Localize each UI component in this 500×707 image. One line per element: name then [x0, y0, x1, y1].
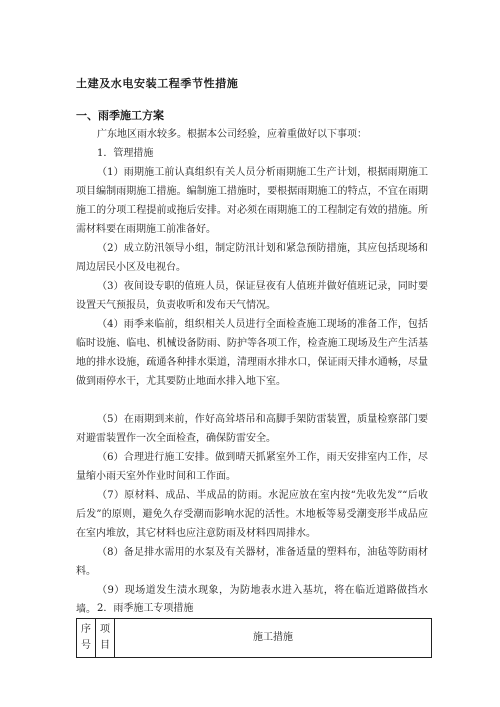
subsection-heading-special-measures: 2．雨季施工专项措施: [97, 603, 194, 614]
paragraph-item-6: （6）合理进行施工安排。做到晴天抓紧室外工作，雨天安排室内工作，尽量缩小雨天室外作业时间和工作面。: [76, 452, 428, 482]
intro-paragraph: 广东地区雨水较多。根据本公司经验，应着重做好以下事项：: [97, 129, 367, 140]
table-header-item: 项目: [96, 619, 115, 658]
paragraph-item-7: （7）原材料、成品、半成品的防雨。水泥应放在室内按“先收先发”“后收后发”的原则，避免久存受潮而影响水泥的活性。木地板等易受潮变形半成品应在室内堆放，其它材料也应注意防雨及材料四周排水。: [76, 490, 428, 539]
paragraph-item-4: （4）雨季来临前，组织相关人员进行全面检查施工现场的准备工作，包括临时设施、临电、机械设备防雨、防护等各项工作，检查施工现场及生产生活基地的排水设施，疏通各种排水渠道，清理雨水排水口，保证雨天排水通畅，尽量做到雨停水干，尤其要防止地面水排入地下室。: [76, 319, 428, 387]
paragraph-item-3: （3）夜间设专职的值班人员，保证昼夜有人值班并做好值班记录，同时要设置天气预报员，负责收听和发布天气情况。: [76, 281, 428, 311]
section-heading: 一、雨季施工方案: [76, 109, 164, 122]
subsection-heading-management: 1．管理措施: [97, 148, 154, 159]
measures-table: [76, 618, 432, 658]
document-title: 土建及水电安装工程季节性措施: [76, 77, 239, 90]
table-header-index: 序号: [77, 619, 96, 658]
paragraph-item-2: （2）成立防汛领导小组，制定防汛计划和紧急预防措施，其应包括现场和周边居民小区及电视台。: [76, 243, 428, 273]
table-header-row: [77, 619, 432, 658]
paragraph-item-9: （9）现场道发生渍水现象，为防地表水进入基坑，将在临近道路做挡水墙。: [76, 585, 428, 615]
table-header-measures: 施工措施: [115, 619, 432, 658]
paragraph-item-1: （1）雨期施工前认真组织有关人员分析雨期施工生产计划，根据雨期施工项目编制雨期施工措施。编制施工措施时，要根据雨期施工的特点，不宜在雨期施工的分项工程提前或拖后安排。对必须在雨期施工的工程制定有效的措施。所需材料要在雨期施工前准备好。: [76, 167, 428, 235]
paragraph-item-8: （8）备足排水需用的水泵及有关器材，准备适量的塑料布，油毡等防雨材料。: [76, 547, 428, 577]
paragraph-item-5: （5）在雨期到来前，作好高耸塔吊和高脚手架防雷装置，质量检察部门要对避雷装置作一次全面检查，确保防雷安全。: [76, 414, 428, 444]
